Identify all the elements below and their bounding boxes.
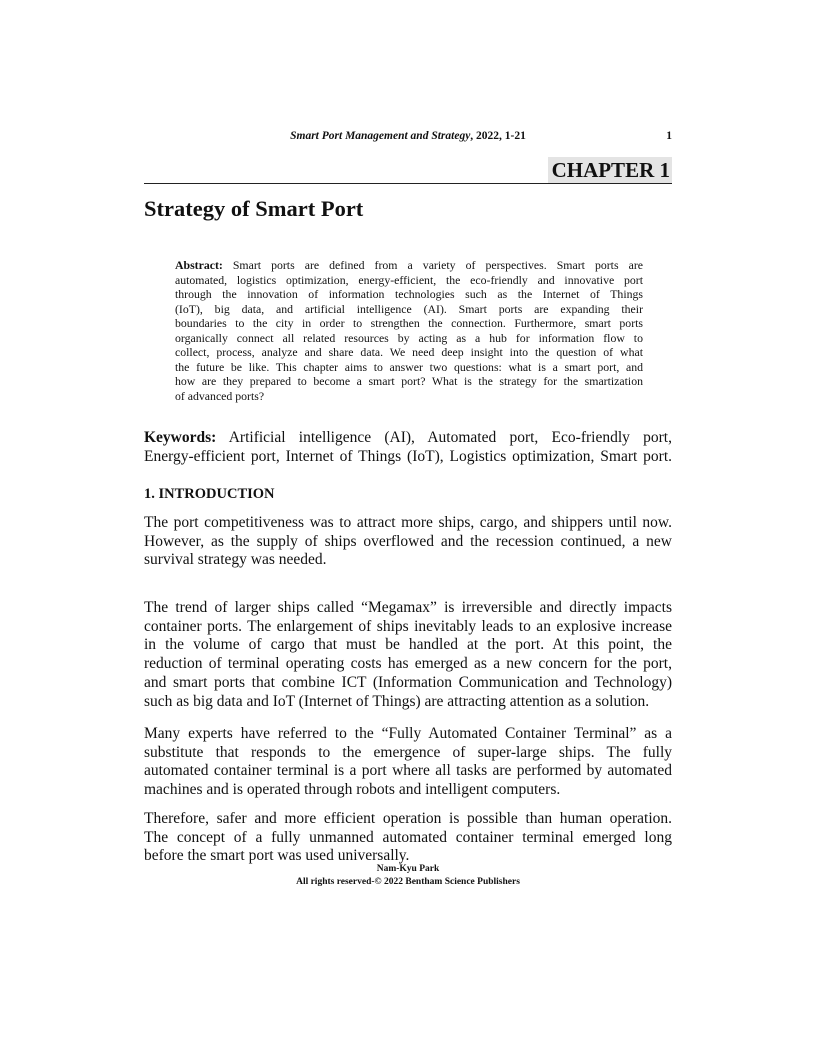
paragraph <box>144 810 672 866</box>
paragraph-line: and smart ports that combine ICT (Information Communication and Technology) <box>144 673 672 691</box>
abstract <box>175 258 643 403</box>
section-heading: 1. INTRODUCTION <box>144 486 275 502</box>
paragraph <box>144 725 672 800</box>
keywords-label: Keywords: <box>144 429 217 446</box>
footer <box>144 863 672 888</box>
chapter-label: CHAPTER 1 <box>548 157 672 183</box>
paragraph <box>144 514 672 570</box>
page-number: 1 <box>666 130 672 142</box>
paragraph-line: before the smart port was used universally. <box>144 847 410 865</box>
paragraph-line: Many experts have referred to the “Fully Automated Container Terminal” as a <box>144 725 672 742</box>
paragraph-line: substitute that responds to the emergence of super-large ships. The fully <box>144 743 672 761</box>
paragraph-line: survival strategy was needed. <box>144 551 327 569</box>
paragraph-line: container ports. The enlargement of ships inevitably leads to an explosive increase <box>144 617 672 635</box>
abstract-line: boundaries to the city in order to strengthen the connection. Furthermore, smart ports <box>175 316 643 330</box>
paragraph-line: in the volume of cargo that must be handled at the port. At this point, the <box>144 636 672 654</box>
abstract-line: Smart ports are defined from a variety of perspectives. Smart ports are <box>222 258 643 272</box>
abstract-line: through the innovation of information technologies such as the Internet of Things <box>175 287 643 301</box>
keywords-line: Energy-efficient port, Internet of Things (IoT), Logistics optimization, Smart port. <box>144 448 672 465</box>
abstract-line: (IoT), big data, and artificial intelligence (AI). Smart ports are expanding their <box>175 301 643 316</box>
paragraph-line: The port competitiveness was to attract more ships, cargo, and shippers until now. <box>144 514 672 531</box>
journal-info: , 2022, 1-21 <box>470 130 526 142</box>
abstract-label: Abstract: <box>175 258 223 272</box>
copyright: All rights reserved-© 2022 Bentham Science Publishers <box>296 876 520 887</box>
keywords-line: Artificial intelligence (AI), Automated port, Eco-friendly port, <box>216 429 672 446</box>
paragraph-line: automated container terminal is a port where all tasks are performed by automated <box>144 762 672 780</box>
paragraph <box>144 599 672 711</box>
journal-title: Smart Port Management and Strategy <box>290 130 471 142</box>
keywords <box>144 428 672 466</box>
paragraph-line: Therefore, safer and more efficient operation is possible than human operation. <box>144 810 672 827</box>
paragraph-line: machines and is operated through robots and intelligent computers. <box>144 781 561 799</box>
abstract-line: automated, logistics optimization, energy-efficient, the eco-friendly and innovative port <box>175 272 643 287</box>
abstract-line: how are they prepared to become a smart port? What is the strategy for the smartization <box>175 374 643 388</box>
abstract-line: the future be like. This chapter aims to answer two questions: what is a smart port, and <box>175 359 643 374</box>
author: Nam-Kyu Park <box>376 864 440 874</box>
paragraph-line: such as big data and IoT (Internet of Things) are attracting attention as a solution. <box>144 692 650 710</box>
abstract-line: collect, process, analyze and share data. We need deep insight into the question of what <box>175 345 643 359</box>
chapter-title: Strategy of Smart Port <box>144 196 364 221</box>
paragraph-line: The trend of larger ships called “Megamax” is irreversible and directly impacts <box>144 599 672 616</box>
paragraph-line: The concept of a fully unmanned automated container terminal emerged long <box>144 828 672 846</box>
abstract-line: of advanced ports? <box>175 388 265 403</box>
paragraph-line: reduction of terminal operating costs has emerged as a new concern for the port, <box>144 655 672 673</box>
divider <box>144 183 672 184</box>
abstract-line: organically connect all related resources by acting as a hub for information flow to <box>175 330 643 345</box>
paragraph-line: However, as the supply of ships overflowed and the recession continued, a new <box>144 532 672 550</box>
